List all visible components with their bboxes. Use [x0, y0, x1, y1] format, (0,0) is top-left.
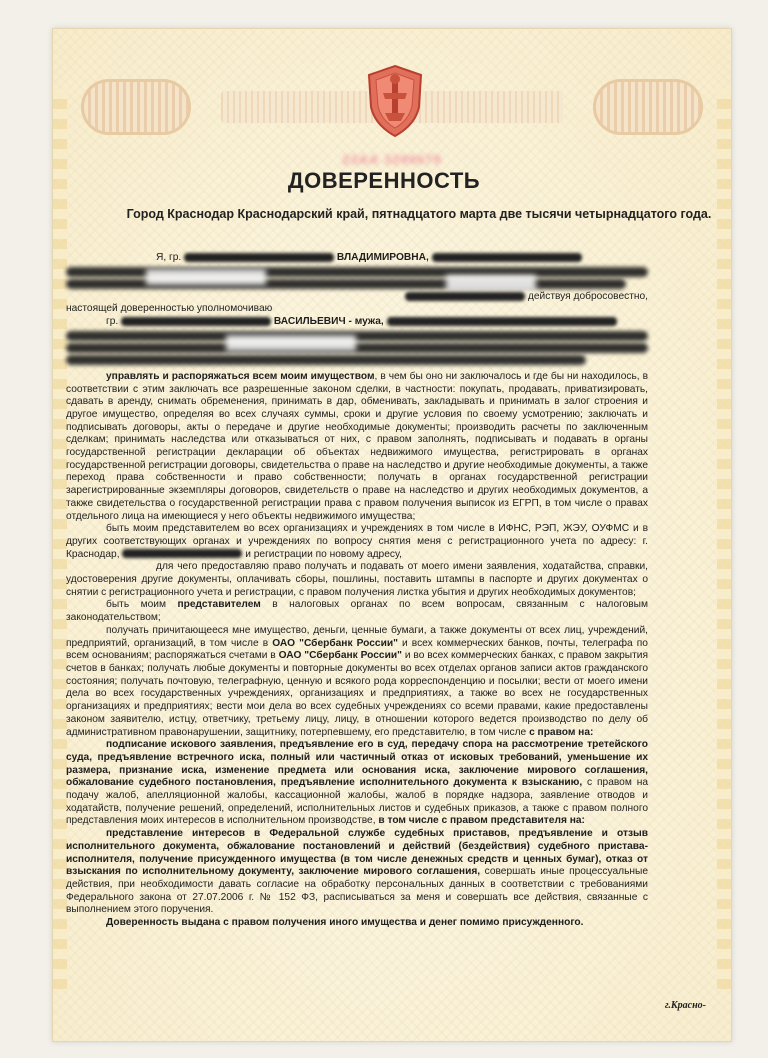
left-security-border: [53, 89, 67, 989]
acting-line: действуя добросовестно,: [66, 291, 648, 304]
principal-line: Я, гр. ВЛАДИМИРОВНА,: [66, 252, 648, 265]
security-header-band: [81, 57, 703, 149]
paragraph-documents: для чего предоставляю право получать и подавать от моего имени заявления, ходатайства, справки, удостоверения другие документы, оплачивать сборы, пошлины, поставить штампы в паспорте и других документах о снятии с регистрационного учета и регистрации, с правом получения листка убытия и других необходимых документов;: [66, 561, 648, 598]
redacted-details: [432, 253, 582, 262]
left-ornament: [81, 79, 191, 135]
paragraph-property: управлять и распоряжаться всем моим имуществом, в чем бы оно ни заключалось и где бы ни находилось, в соответствии с этим заключать все разрешенные законом сделки, в частности: покупать, продавать, приватизировать, сдавать в аренду, снимать обременения, принимать в дар, обменивать, закладывать и принимать в залог строения и другое имущество, определяя во всех случаях суммы, сроки и другие условия по своему усмотрению; заключать и подписывать договоры, акты о передаче и другие необходимые документы; производить расчеты по заключенным сделкам; принимать наследства или отказываться от них, с правом заполнять, подписывать и подавать в органы государственной регистрации декларации об объектах недвижимого имущества, регистрировать в органах государственной регистрации договоры, свидетельства о праве на наследство и другие необходимые документы, а также переход права собственности и право собственности; получать в органах государственной регистрации зарегистрированные экземпляры договоров, свидетельств о праве на наследство и других необходимых документов, а также свидетельства о государственной регистрации права с правом получения выписок из ЕГРП, в том числе о правах отдельного лица на имеющиеся у него объекты недвижимого имущества;: [66, 370, 648, 522]
signature-place: г.Красно-: [664, 1000, 706, 1011]
serial-number: 23АА 3299679: [342, 152, 442, 167]
redacted-old-address: [122, 549, 242, 558]
document-title: ДОВЕРЕННОСТЬ: [287, 168, 481, 193]
authorize-line: настоящей доверенностью уполномочиваю: [66, 303, 273, 315]
document-body: [66, 252, 648, 930]
paragraph-lawsuit-rights: подписание искового заявления, предъявление его в суд, передачу спора на рассмотрение третейского суда, предъявление встречного иска, полный или частичный отказ от исковых требований, уменьшение их размера, признание иска, изменение предмета или основания иска, заключение мирового соглашения, обжалование судебного постановления, предъявление исполнительного документа к взысканию, с правом на подачу жалоб, апелляционной жалобы, кассационной жалобы, жалоб в порядке надзора, заявление отводов и ходатайств, получение решений, определений, исполнительных листов и судебных приказов, а также с правом полного представления моих интересов в исполнительном производстве, в том числе с правом представителя на:: [66, 739, 648, 827]
redacted-address: [405, 292, 525, 301]
right-security-border: [717, 89, 731, 989]
redacted-agent-block: [66, 329, 648, 367]
agent-line: гр. ВАСИЛЬЕВИЧ - мужа,: [66, 316, 648, 329]
place-and-date: Город Краснодар Краснодарский край, пятнадцатого марта две тысячи четырнадцатого года.: [126, 207, 712, 221]
paragraph-bailiff-rights: представление интересов в Федеральной службе судебных приставов, предъявление и отзыв исполнительного документа, обжалование постановлений и действий (бездействия) судебного пристава-исполнителя, получение присужденного имущества (в том числе денежных средств и ценных бумаг), отказ от взыскания по исполнительному документу, заключение мирового соглашения, совершать иные процессуальные действия, при необходимости давать согласие на обработку персональных данных в соответствии с требованиями Федерального закона от 27.07.2006 г. № 152 ФЗ, расписываться за меня и совершать все действия, связанные с выполнением этого поручения.: [66, 828, 648, 916]
right-ornament: [593, 79, 703, 135]
paragraph-tax: быть моим представителем в налоговых органах по всем вопросам, связанным с налоговым законодательством;: [66, 599, 649, 624]
redacted-agent-name: [121, 317, 271, 326]
paragraph-registration: быть моим представителем во всех организациях и учреждениях в том числе в ИФНС, РЭП, ЖЭУ, ОУФМС и в других соответствующих органах и учреждениях по вопросу снятия меня с регистрационного учета по адресу: г. Краснодар, и регистрации по новому адресу,: [66, 523, 648, 560]
paragraph-closing: Доверенность выдана с правом получения иного имущества и денег помимо присужденного.: [106, 917, 584, 929]
coat-of-arms-emblem: [363, 63, 427, 139]
paragraph-banks-courts: получать причитающееся мне имущество, деньги, ценные бумаги, а также документы от всех лиц, учреждений, предприятий, организаций, в том числе в ОАО "Сбербанк России" и всех коммерческих банков, почты, телеграфа по всем основаниям; распоряжаться счетами в ОАО "Сбербанк России" и во всех коммерческих банках, с правом закрытия счетов в банках; получать любые документы и повторные документы во всех отделах органов записи актов гражданского состояния; получать почтовую, телеграфную, ценную и всякого рода корреспонденцию и посылки; вести от моего имени дела во всех государственных учреждениях, организациях и предприятиях, а также во всех не государственных организациях и предприятиях; вести мои дела во всех судебных учреждениях со всеми правами, какие предоставлены законом заявителю, истцу, ответчику, третьему лицу, лицу, в отношении которого ведется производство по делу об административном правонарушении, защитнику, потерпевшему, его представителю, в том числе с правом на:: [66, 624, 648, 738]
redacted-passport-block: [66, 265, 648, 291]
redacted-name: [184, 253, 334, 262]
redacted-agent-details: [387, 317, 617, 326]
